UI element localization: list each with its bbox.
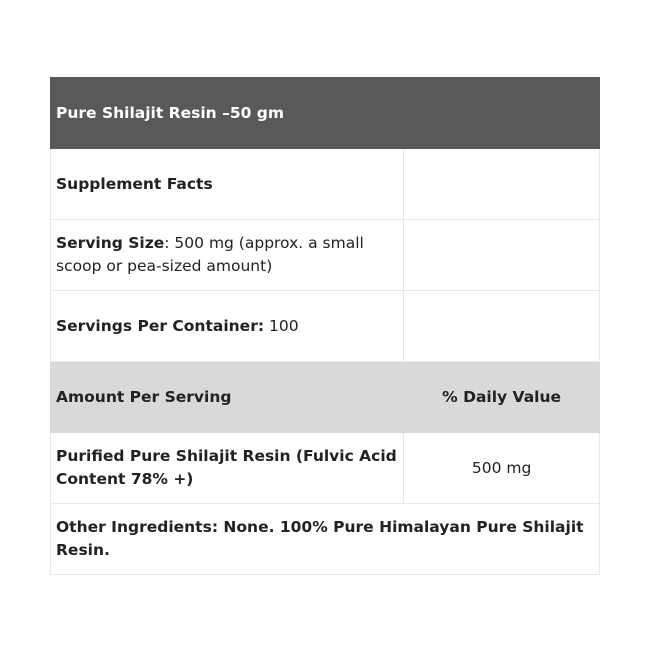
title-row bbox=[51, 78, 600, 149]
servings-per-container-row bbox=[51, 291, 600, 362]
product-title bbox=[51, 78, 404, 149]
section-heading-row bbox=[51, 149, 600, 220]
serving-size-row bbox=[51, 220, 600, 291]
ingredient-row bbox=[51, 433, 600, 504]
other-ingredients: Other Ingredients: None. 100% Pure Himalayan Pure Shilajit Resin. bbox=[51, 504, 600, 575]
servings-per-container-empty-cell bbox=[404, 291, 600, 362]
supplement-facts-table bbox=[50, 77, 600, 575]
amount-per-serving-header: Amount Per Serving bbox=[51, 362, 404, 433]
column-header-row bbox=[51, 362, 600, 433]
product-title-text: Pure Shilajit Resin –50 gm bbox=[56, 103, 285, 122]
daily-value-header: % Daily Value bbox=[404, 362, 600, 433]
servings-per-container-value: 100 bbox=[264, 316, 299, 335]
title-row-empty-cell bbox=[404, 78, 600, 149]
ingredient-amount: 500 mg bbox=[404, 433, 600, 504]
section-heading-empty-cell bbox=[404, 149, 600, 220]
serving-size-cell bbox=[51, 220, 404, 291]
other-ingredients-row bbox=[51, 504, 600, 575]
serving-size-value: : 500 mg (approx. a small scoop or pea-sized amount) bbox=[56, 234, 364, 275]
servings-per-container-label: Servings Per Container: bbox=[56, 316, 265, 335]
serving-size-empty-cell bbox=[404, 220, 600, 291]
servings-per-container-cell bbox=[51, 291, 404, 362]
serving-size-label: Serving Size bbox=[56, 234, 165, 252]
ingredient-name: Purified Pure Shilajit Resin (Fulvic Acid Content 78% +) bbox=[51, 433, 404, 504]
section-heading: Supplement Facts bbox=[51, 149, 404, 220]
